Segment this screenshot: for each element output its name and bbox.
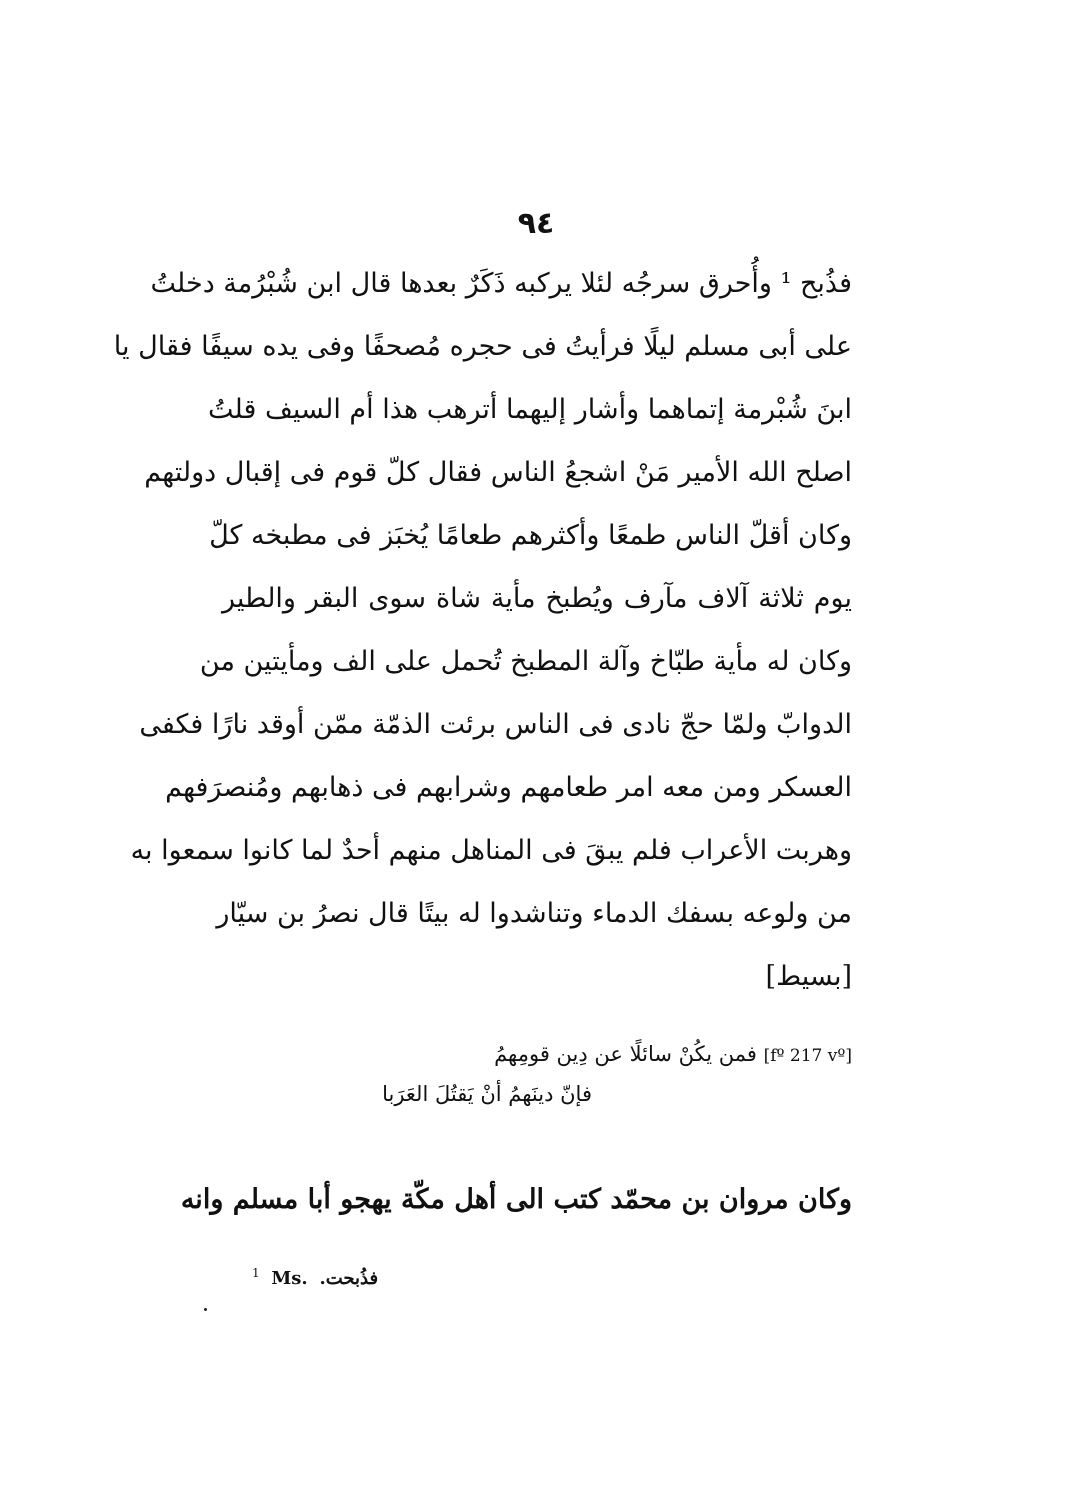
text-line: وكان له مأية طبّاخ وآلة المطبخ تُحمل على الف ومأيتين من [199, 646, 852, 677]
footnote-number: 1 [252, 1266, 260, 1280]
meter-label-text: [بسيط] [765, 961, 852, 992]
footnote-word: فذُبحت. [319, 1268, 379, 1289]
text-line: يوم ثلاثة آلاف مآرف ويُطبخ مأية شاة سوى البقر والطير [222, 583, 852, 614]
footnote-ms-label: Ms. [271, 1268, 308, 1289]
text-line: وهربت الأعراب فلم يبقَ فى المناهل منهم أحدٌ لما كانوا سمعوا به [130, 835, 852, 866]
text-line: الدوابّ ولمّا حجّ نادى فى الناس برئت الذمّة ممّن أوقد نارًا فكفى [139, 709, 852, 740]
text-line: على أبى مسلم ليلًا فرأيتُ فى حجره مُصحفًا وفى يده سيفًا فقال يا [113, 331, 852, 362]
text-line: من ولوعه بسفك الدماء وتناشدوا له بيتًا قال نصرُ بن سيّار [216, 898, 852, 929]
folio-reference: [fº 217 vº] [763, 1046, 852, 1066]
text-line: فذُبح ¹ وأُحرق سرجُه لئلا يركبه ذَكَرٌ بعدها قال ابن شُبْرُمة دخلتُ [150, 268, 852, 299]
text-line: العسكر ومن معه امر طعامهم وشرابهم فى ذهابهم ومُنصرَفهم [165, 772, 852, 803]
body-text [113, 252, 852, 1008]
text-line: اصلح الله الأمير مَنْ اشجعُ الناس فقال كلّ قوم فى إقبال دولتهم [144, 457, 852, 488]
footnote [252, 1258, 378, 1288]
text-line-last: وكان مروان بن محمّد كتب الى أهل مكّة يهجو أبا مسلم وانه [180, 1184, 852, 1215]
verse-hemistich-1: فمن يكُنْ سائلًا عن دِين قومِهمُ [494, 1042, 757, 1066]
meter-label [222, 945, 852, 1008]
page-number: ٩٤ [517, 206, 555, 241]
verse-line-2: فإنّ دينَهمُ أنْ يَقتُلَ العَرَبا [382, 1082, 592, 1106]
verse-line-1 [222, 1036, 852, 1072]
scan-speck [204, 1308, 207, 1311]
text-line: ابنَ شُبْرمة إتماهما وأشار إليهما أترهب هذا أم السيف قلتُ [208, 394, 852, 425]
verse-block [222, 1036, 852, 1116]
text-line: وكان أقلّ الناس طمعًا وأكثرهم طعامًا يُخبَز فى مطبخه كلّ [209, 520, 852, 551]
